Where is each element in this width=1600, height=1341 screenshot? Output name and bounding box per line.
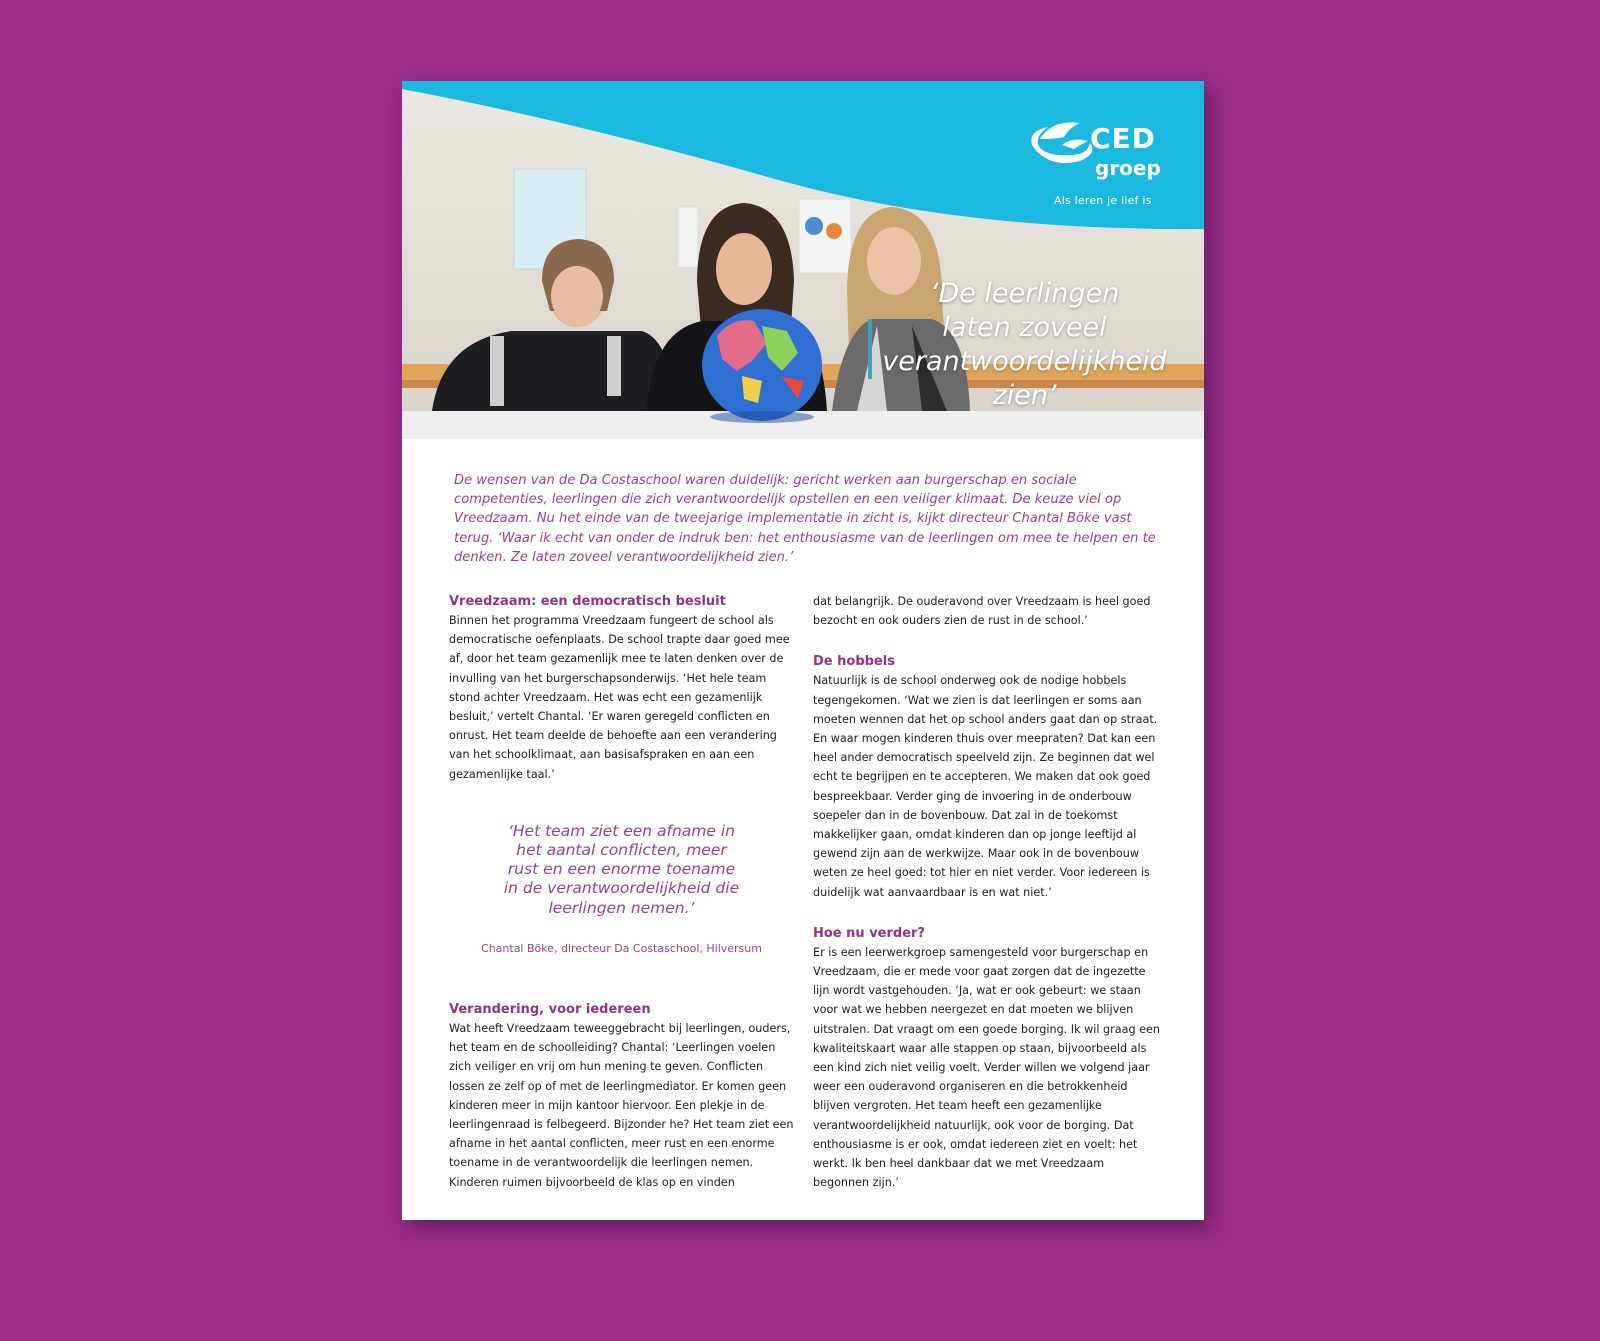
right-column — [813, 592, 1163, 1192]
logo-sub: groep — [1095, 156, 1161, 180]
left-column — [449, 592, 794, 1192]
pull-quote: ‘Het team ziet een afname in het aantal conflicten, meer rust en een enorme toename in de verantwoordelijkheid die leerlingen nemen.’ — [503, 821, 740, 917]
section-heading: De hobbels — [813, 654, 895, 670]
body-paragraph: Er is een leerwerkgroep samengesteld voor burgerschap en Vreedzaam, die er mede voor gaat zorgen dat de ingezette lijn wordt vastgehouden. ‘Ja, wat er ook gebeurt: we staan voor wat we hebben neergezet en dat moeten we blijven uitstralen. Dat vraagt om een goede borging. Ik wil graag een kwaliteitskaart waar alle stappen op staan, bijvoorbeeld als een kind zich niet veilig voelt. Verder willen we volgend jaar weer een ouderavond organiseren en die betrokkenheid blijven vergroten. Het team heeft een gezamenlijke verantwoordelijkheid natuurlijk, ook voor de borging. Dat enthousiasme is er ook, omdat iedereen ziet en voelt: het werkt. Ik ben heel dankbaar dat we met Vreedzaam begonnen zijn.’ — [813, 945, 1160, 1190]
hero-photo-banner — [402, 81, 1204, 439]
section-heading: Hoe nu verder? — [813, 925, 925, 941]
body-paragraph: Natuurlijk is de school onderweg ook de nodige hobbels tegengekomen. ‘Wat we zien is dat leerlingen er soms aan moeten wennen dat het op school anders gaat dan op straat. En waar mogen kinderen thuis over meepraten? Dat kan een heel ander democratisch speelveld zijn. Ze beginnen dat wel echt te begrijpen en te accepteren. We maken dat ook goed bespreekbaar. Verder ging de invoering in de onderbouw soepeler dan in de bovenbouw. Dat zal in de toekomst makkelijker gaan, omdat kinderen dan op jonge leeftijd al gewend zijn aan de werkwijze. Maar ook in de bovenbouw weten ze heel goed: tot hier en niet verder. Voor iedereen is duidelijk wat aanvaardbaar is en wat niet.’ — [813, 674, 1158, 899]
brand-tagline: Als leren je lief is — [1054, 194, 1152, 207]
section-heading: Vreedzaam: een democratisch besluit — [449, 594, 726, 609]
body-paragraph: dat belangrijk. De ouderavond over Vreedzaam is heel goed bezocht en ook ouders zien de rust in de school.’ — [813, 595, 1151, 628]
logo-name: CED — [1090, 122, 1156, 155]
body-paragraph: Binnen het programma Vreedzaam fungeert de school als democratische oefenplaats. De school trapte daar goed mee af, door het team gezamenlijk mee te laten denken over de invulling van het burgerschapsonderwijs. ‘Het hele team stond achter Vreedzaam. Het was echt een gezamenlijk besluit,’ vertelt Chantal. ‘Er waren geregeld conflicten en onrust. Het team deelde de behoefte aan een verandering van het schoolklimaat, aan basisafspraken en aan een gezamenlijke taal.’ — [449, 614, 790, 781]
intro-paragraph: De wensen van de Da Costaschool waren duidelijk: gericht werken aan burgerschap en sociale competenties, leerlingen die zich verantwoordelijk opstellen en een veiliger klimaat. De keuze viel op Vreedzaam. Nu het einde van de tweejarige implementatie in zicht is, kijkt directeur Chantal Böke vast terug. ‘Waar ik echt van onder de indruk ben: het enthousiasme van de leerlingen om mee te helpen en te denken. Ze laten zoveel verantwoordelijkheid zien.’ — [454, 473, 1156, 565]
section-heading: Verandering, voor iedereen — [449, 1002, 651, 1018]
magazine-page — [402, 81, 1204, 1220]
hero-quote: ‘De leerlingen laten zoveel verantwoordelijkheid zien’ — [882, 278, 1167, 411]
body-paragraph: Wat heeft Vreedzaam teweeggebracht bij leerlingen, ouders, het team en de schoolleiding? Chantal: ‘Leerlingen voelen zich veiliger en vrij om hun mening te geven. Conflicten lossen ze zelf op of met de leerlingmediator. Er komen geen kinderen meer in mijn kantoor hiervoor. Een plekje in de leerlingenraad is felbegeerd. Bijzonder he? Het team ziet een afname in het aantal conflicten, meer rust en een enorme toename in de verantwoordelijk die leerlingen nemen. Kinderen ruimen bijvoorbeeld de klas op en vinden — [449, 1022, 794, 1189]
pull-quote-attribution: Chantal Böke, directeur Da Costaschool, Hilversum — [481, 941, 762, 955]
